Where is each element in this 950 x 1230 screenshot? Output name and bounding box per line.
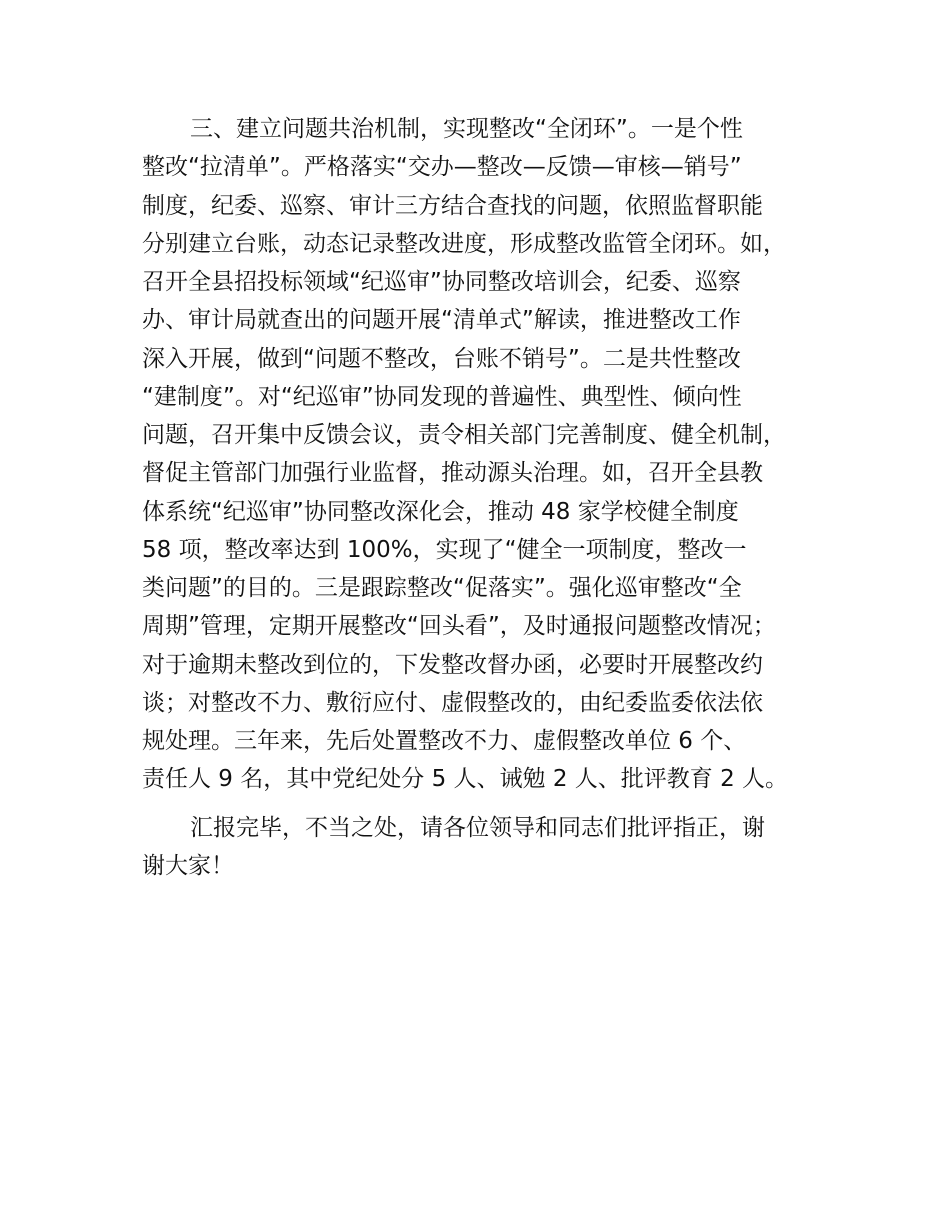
paragraph-spacer <box>142 799 842 809</box>
document-body <box>142 110 842 885</box>
text-line: 规处理。三年来，先后处置整改不力、虚假整改单位 6 个、 <box>142 728 747 754</box>
text-line: 分别建立台账，动态记录整改进度，形成整改监管全闭环。如， <box>142 230 786 257</box>
text-line: 问题，召开集中反馈会议，责令相关部门完善制度、健全机制， <box>142 422 786 448</box>
text-line: 责任人 9 名，其中党纪处分 5 人、诫勉 2 人、批评教育 2 人。 <box>142 766 789 793</box>
text-line: 深入开展，做到“问题不整改，台账不销号”。二是共性整改 <box>142 345 741 372</box>
text-line: 谈；对整改不力、敷衍应付、虚假整改的，由纪委监委依法依 <box>142 689 763 716</box>
paragraph-closing-remarks <box>142 809 842 886</box>
text-line: 体系统“纪巡审”协同整改深化会，推动 48 家学校健全制度 <box>142 498 739 525</box>
text-line: 办、审计局就查出的问题开展“清单式”解读，推进整改工作 <box>142 307 741 334</box>
paragraph-rectification-mechanism <box>142 110 842 799</box>
text-line: 58 项，整改率达到 100%，实现了“健全一项制度，整改一 <box>142 536 747 563</box>
text-line: 周期”管理，定期开展整改“回头看”，及时通报问题整改情况； <box>142 613 776 640</box>
text-line: 谢大家！ <box>142 852 234 879</box>
text-line: 制度，纪委、巡察、审计三方结合查找的问题，依照监督职能 <box>142 192 763 219</box>
text-line: “建制度”。对“纪巡审”协同发现的普遍性、典型性、倾向性 <box>142 383 742 410</box>
text-line: 类问题”的目的。三是跟踪整改“促落实”。强化巡审整改“全 <box>142 575 742 601</box>
text-line: 整改“拉清单”。严格落实“交办—整改—反馈—审核—销号” <box>142 154 742 181</box>
text-line: 召开全县招投标领域“纪巡审”协同整改培训会，纪委、巡察 <box>142 269 741 295</box>
text-line: 汇报完毕，不当之处，请各位领导和同志们批评指正，谢 <box>190 814 765 841</box>
text-line: 督促主管部门加强行业监督，推动源头治理。如，召开全县教 <box>142 460 763 487</box>
text-line: 对于逾期未整改到位的，下发整改督办函，必要时开展整改约 <box>142 651 763 678</box>
text-line: 三、建立问题共治机制，实现整改“全闭环”。一是个性 <box>190 116 743 142</box>
